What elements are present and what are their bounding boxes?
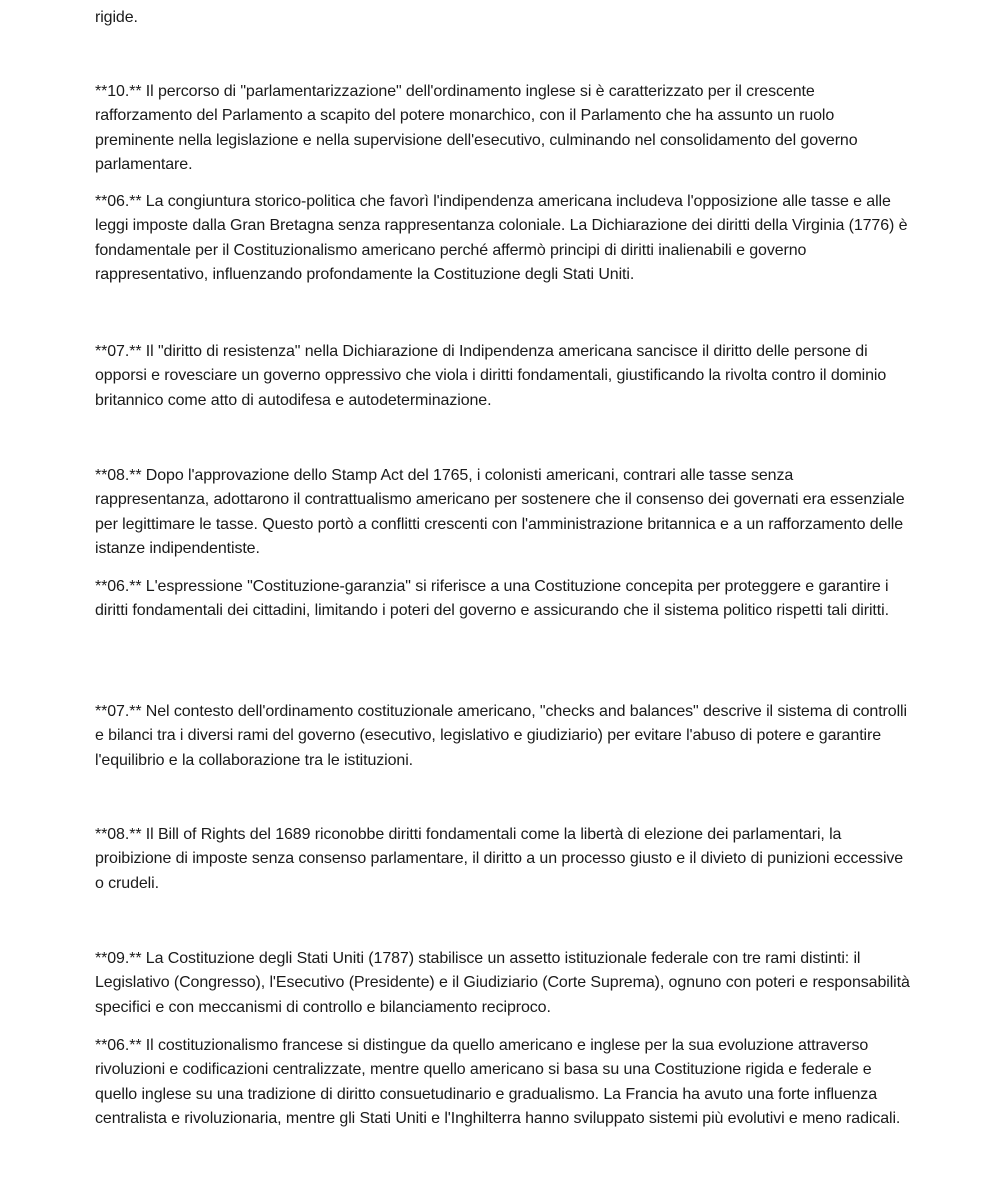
paragraph-answer-07b: **07.** Nel contesto dell'ordinamento costituzionale americano, "checks and balances" descrive il sistema di controlli e bilanci tra i diversi rami del governo (esecutivo, legislativo e giudiziario) per evitare l'abuso di potere e garantire l'equilibrio e la collaborazione tra le istituzioni. <box>95 703 907 769</box>
paragraph-answer-06b: **06.** L'espressione "Costituzione-garanzia" si riferisce a una Costituzione concepita per proteggere e garantire i diritti fondamentali dei cittadini, limitando i poteri del governo e assicurando che il sistema politico rispetti tali diritti. <box>95 578 889 620</box>
fragment-visible-text: rigide. <box>95 9 138 27</box>
paragraph-answer-07: **07.** Il "diritto di resistenza" nella Dichiarazione di Indipendenza americana sancisce il diritto delle persone di opporsi e rovesciare un governo oppressivo che viola i diritti fondamentali, giustificando la rivolta contro il dominio britannico come atto di autodifesa e autodeterminazione. <box>95 343 887 409</box>
paragraph-answer-06c: **06.** Il costituzionalismo francese si distingue da quello americano e inglese per la sua evoluzione attraverso rivoluzioni e codificazioni centralizzate, mentre quello americano si basa su una Costituzione rigida e federale e quello inglese su una tradizione di diritto consuetudinario e gradualismo. La Francia ha avuto una forte influenza centralista e rivoluzionaria, mentre gli Stati Uniti e l'Inghilterra hanno sviluppato sistemi più evolutivi e meno radicali. <box>95 1037 901 1128</box>
paragraph-answer-06: **06.** La congiuntura storico-politica che favorì l'indipendenza americana includeva l'opposizione alle tasse e alle leggi imposte dalla Gran Bretagna senza rappresentanza coloniale. La Dichiarazione dei diritti della Virginia (1776) è fondamentale per il Costituzionalismo americano perché affermò principi di diritti inalienabili e governo rappresentativo, influenzando profondamente la Costituzione degli Stati Uniti. <box>95 193 908 284</box>
paragraph-answer-08: **08.** Dopo l'approvazione dello Stamp Act del 1765, i colonisti americani, contrari alle tasse senza rappresentanza, adottarono il contrattualismo americano per sostenere che il consenso dei governati era essenziale per legittimare le tasse. Questo portò a conflitti crescenti con l'amministrazione britannica e a un rafforzamento delle istanze indipendentiste. <box>95 467 905 558</box>
paragraph-answer-08b: **08.** Il Bill of Rights del 1689 riconobbe diritti fondamentali come la libertà di elezione dei parlamentari, la proibizione di imposte senza consenso parlamentare, il diritto a un processo giusto e il divieto di punizioni eccessive o crudeli. <box>95 826 904 892</box>
paragraph-answer-10: **10.** Il percorso di "parlamentarizzazione" dell'ordinamento inglese si è caratterizzato per il crescente rafforzamento del Parlamento a scapito del potere monarchico, con il Parlamento che ha assunto un ruolo preminente nella legislazione e nella supervisione dell'esecutivo, culminando nel consolidamento del governo parlamentare. <box>95 83 858 174</box>
paragraph-answer-09: **09.** La Costituzione degli Stati Uniti (1787) stabilisce un assetto istituzionale federale con tre rami distinti: il Legislativo (Congresso), l'Esecutivo (Presidente) e il Giudiziario (Corte Suprema), ognuno con poteri e responsabilità specifici e con meccanismi di controllo e bilanciamento reciproco. <box>95 950 910 1016</box>
paragraph-fragment <box>95 0 910 31</box>
